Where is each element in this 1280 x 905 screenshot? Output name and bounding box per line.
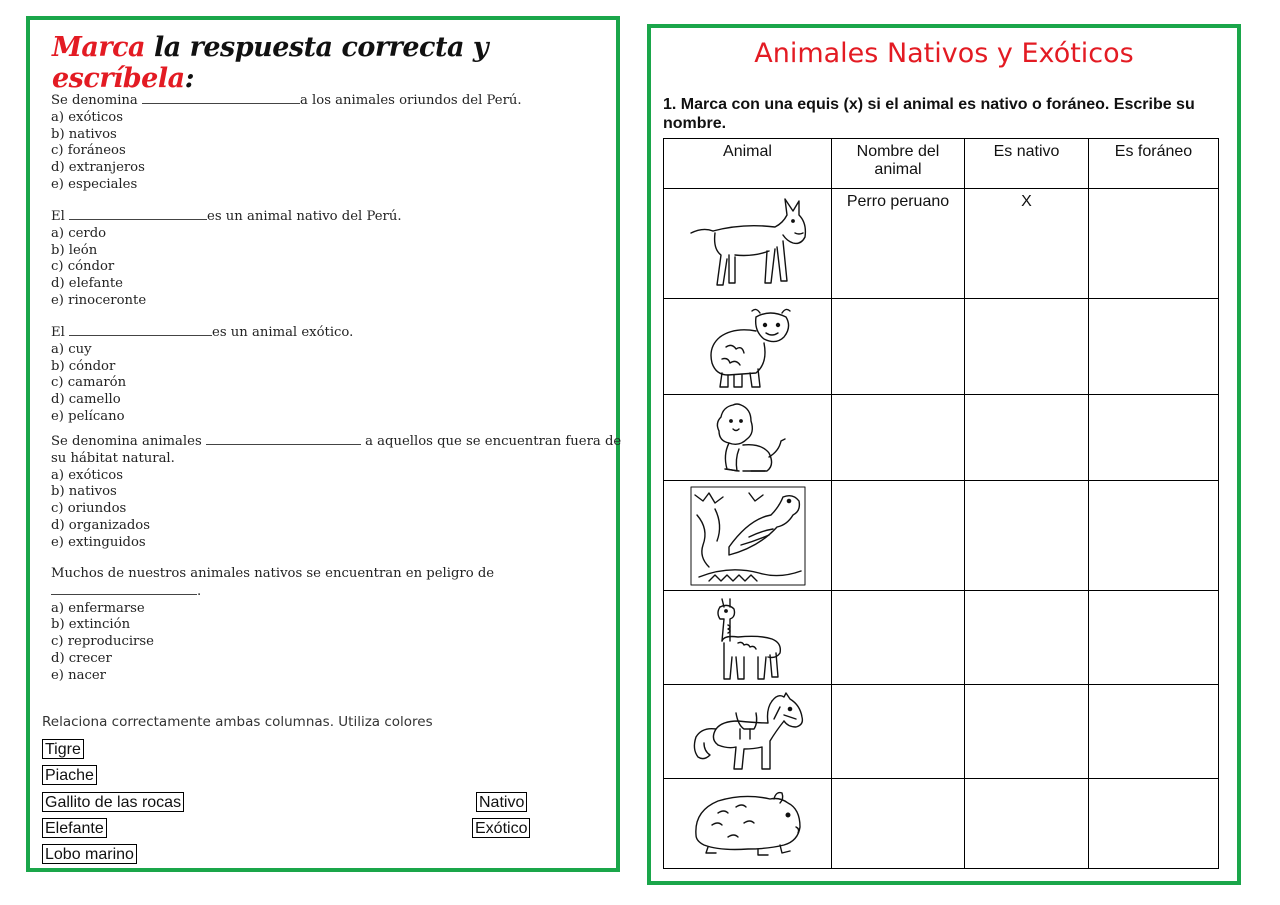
q3-option-b[interactable]: b) cóndor <box>51 358 116 374</box>
q4-text-line2: su hábitat natural. <box>51 450 175 466</box>
relate-item-lobo-marino[interactable]: Lobo marino <box>42 844 137 864</box>
table-row <box>664 779 1219 869</box>
q2-answer-blank[interactable] <box>69 208 207 220</box>
foraneo-checkbox-cell[interactable] <box>1089 189 1219 299</box>
title-word-marca: Marca <box>52 32 146 63</box>
header-nombre: Nombre del animal <box>832 139 965 189</box>
q2-text-after: es un animal nativo del Perú. <box>207 209 402 224</box>
q1-answer-blank[interactable] <box>142 92 300 104</box>
header-nativo: Es nativo <box>965 139 1089 189</box>
question-1 <box>51 92 522 194</box>
q1-text-before: Se denomina <box>51 93 142 108</box>
relate-target-exotico[interactable]: Exótico <box>472 818 530 838</box>
header-animal: Animal <box>664 139 832 189</box>
foraneo-checkbox-cell[interactable] <box>1089 685 1219 779</box>
animal-name-cell[interactable] <box>832 299 965 395</box>
animals-table <box>663 138 1219 869</box>
right-title: Animales Nativos y Exóticos <box>754 38 1134 69</box>
q4-option-e[interactable]: e) extinguidos <box>51 534 146 550</box>
nativo-checkbox-cell[interactable] <box>965 481 1089 591</box>
lion-icon <box>703 399 793 479</box>
left-title <box>52 32 616 94</box>
q4-option-d[interactable]: d) organizados <box>51 517 150 533</box>
question-4 <box>51 433 621 552</box>
animal-image-cell <box>664 779 832 869</box>
table-header-row <box>664 139 1219 189</box>
q1-text-after: a los animales oriundos del Perú. <box>299 93 522 108</box>
q3-text-before: El <box>51 325 70 340</box>
q1-option-d[interactable]: d) extranjeros <box>51 160 145 176</box>
q5-option-b[interactable]: b) extinción <box>51 617 131 633</box>
question-3 <box>51 324 353 426</box>
q4-option-c[interactable]: c) oriundos <box>51 501 127 517</box>
nativo-checkbox-cell[interactable] <box>965 299 1089 395</box>
relate-item-tigre[interactable]: Tigre <box>42 739 84 759</box>
table-row <box>664 395 1219 481</box>
guinea-pig-icon <box>688 783 808 863</box>
nativo-checkbox-cell[interactable] <box>965 779 1089 869</box>
q5-answer-blank[interactable] <box>51 583 197 595</box>
animal-image-cell <box>664 189 832 299</box>
foraneo-checkbox-cell[interactable] <box>1089 299 1219 395</box>
q4-text-before: Se denomina animales <box>51 434 206 449</box>
q5-option-e[interactable]: e) nacer <box>51 667 106 683</box>
q3-option-c[interactable]: c) camarón <box>51 375 127 391</box>
question-5 <box>51 566 494 685</box>
table-row <box>664 481 1219 591</box>
nativo-checkbox-cell[interactable]: X <box>965 189 1089 299</box>
q4-option-b[interactable]: b) nativos <box>51 484 117 500</box>
title-middle: la respuesta correcta y <box>145 32 489 63</box>
q2-option-b[interactable]: b) león <box>51 242 98 258</box>
animal-name-cell[interactable] <box>832 685 965 779</box>
q2-option-d[interactable]: d) elefante <box>51 276 123 292</box>
q1-option-c[interactable]: c) foráneos <box>51 143 126 159</box>
animal-image-cell <box>664 481 832 591</box>
animal-image-cell <box>664 685 832 779</box>
q3-text-after: es un animal exótico. <box>212 325 354 340</box>
q3-option-a[interactable]: a) cuy <box>51 341 92 357</box>
q3-answer-blank[interactable] <box>69 324 212 336</box>
animal-name-cell[interactable]: Perro peruano <box>832 189 965 299</box>
q5-option-a[interactable]: a) enfermarse <box>51 600 145 616</box>
relate-instruction: Relaciona correctamente ambas columnas. Utiliza colores <box>42 714 433 730</box>
q2-option-e[interactable]: e) rinoceronte <box>51 292 147 308</box>
table-row <box>664 299 1219 395</box>
foraneo-checkbox-cell[interactable] <box>1089 779 1219 869</box>
relate-item-piache[interactable]: Piache <box>42 765 97 785</box>
q1-option-a[interactable]: a) exóticos <box>51 109 123 125</box>
foraneo-checkbox-cell[interactable] <box>1089 481 1219 591</box>
q4-answer-blank[interactable] <box>206 433 361 445</box>
peruvian-dog-icon <box>683 193 813 293</box>
nativo-checkbox-cell[interactable] <box>965 395 1089 481</box>
q2-option-c[interactable]: c) cóndor <box>51 259 115 275</box>
foraneo-checkbox-cell[interactable] <box>1089 395 1219 481</box>
q4-option-a[interactable]: a) exóticos <box>51 467 123 483</box>
animal-image-cell <box>664 299 832 395</box>
left-worksheet-panel <box>26 16 620 872</box>
question-2 <box>51 208 402 310</box>
q1-option-e[interactable]: e) especiales <box>51 176 138 192</box>
q1-option-b[interactable]: b) nativos <box>51 126 117 142</box>
cow-icon <box>698 303 798 391</box>
horse-icon <box>688 689 808 775</box>
q5-text-after: . <box>197 583 202 599</box>
animal-name-cell[interactable] <box>832 481 965 591</box>
table-row <box>664 685 1219 779</box>
animal-image-cell <box>664 395 832 481</box>
header-foraneo: Es foráneo <box>1089 139 1219 189</box>
relate-item-gallito[interactable]: Gallito de las rocas <box>42 792 184 812</box>
foraneo-checkbox-cell[interactable] <box>1089 591 1219 685</box>
nativo-checkbox-cell[interactable] <box>965 591 1089 685</box>
title-colon: : <box>184 63 195 94</box>
llama-icon <box>708 595 788 683</box>
title-word-escribela: escríbela <box>52 63 185 94</box>
right-worksheet-panel <box>647 24 1241 885</box>
animal-image-cell <box>664 591 832 685</box>
relate-target-nativo[interactable]: Nativo <box>476 792 527 812</box>
table-row <box>664 591 1219 685</box>
q5-text-before: Muchos de nuestros animales nativos se encuentran en peligro de <box>51 566 495 581</box>
q3-option-d[interactable]: d) camello <box>51 392 121 408</box>
q5-option-c[interactable]: c) reproducirse <box>51 634 154 650</box>
q2-option-a[interactable]: a) cerdo <box>51 225 107 241</box>
animal-name-cell[interactable] <box>832 395 965 481</box>
animal-name-cell[interactable] <box>832 779 965 869</box>
q4-text-after: a aquellos que se encuentran fuera de <box>360 434 622 449</box>
table-row <box>664 189 1219 299</box>
bird-icon <box>689 485 807 587</box>
relate-item-elefante[interactable]: Elefante <box>42 818 107 838</box>
q3-option-e[interactable]: e) pelícano <box>51 408 125 424</box>
nativo-checkbox-cell[interactable] <box>965 685 1089 779</box>
animal-name-cell[interactable] <box>832 591 965 685</box>
q5-option-d[interactable]: d) crecer <box>51 650 112 666</box>
q2-text-before: El <box>51 209 70 224</box>
right-instruction: 1. Marca con una equis (x) si el animal es nativo o foráneo. Escribe su nombre. <box>663 96 1195 132</box>
